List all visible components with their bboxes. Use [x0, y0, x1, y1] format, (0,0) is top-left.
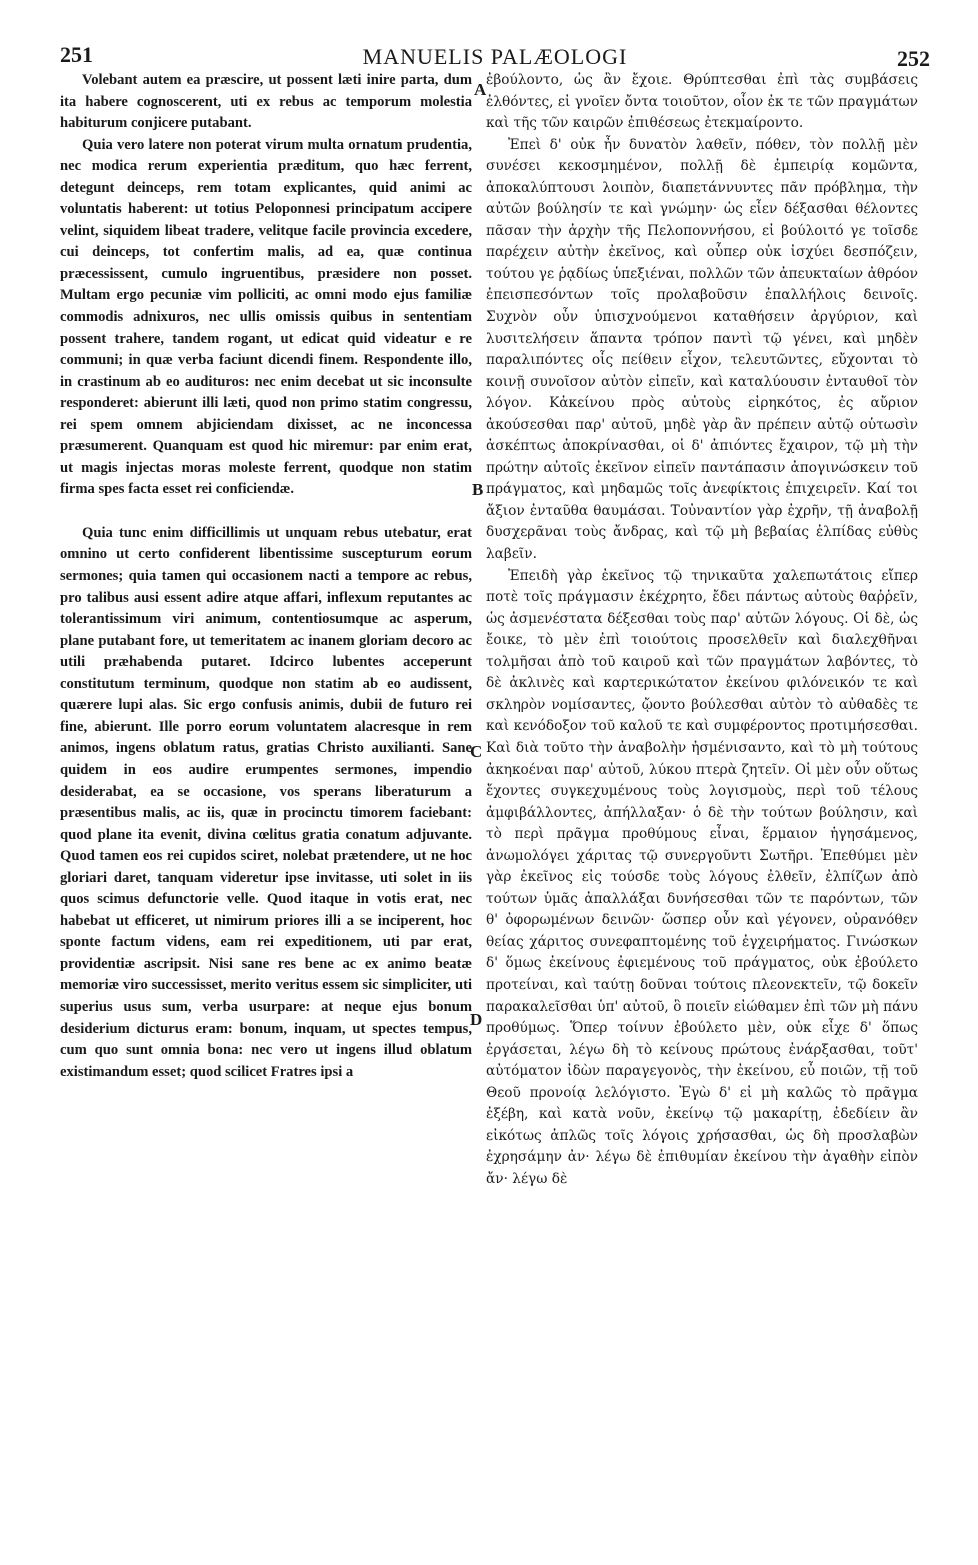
latin-column	[60, 70, 472, 1083]
latin-paragraph: Quia tunc enim difficillimis ut unquam rebus utebatur, erat omnino ut certo confiderent libentissime suscepturum eorum sermones; quia tamen qui occasionem nacti a tempore ac rebus, pro talibus ausi essent adire atque affari, inflexum reputantes ac tolerantissimum viri animum, contentiosumque ac asperum, plane putabant fore, ut temeritatem ac inanem gloriam decoro ac utili præhabenda putaret. Idcirco lubentes acceperunt constitutum terminum, quodque non statim ab eo audissent, quærere lupi alas. Sic ergo confusis animis, dubii de futuro rei fine, abierunt. Ille porro eorum voluntatem alacresque in rem animos, ingens oblatum ratus, gratias Christo auxilianti. Sane quidem in eos audire erumpentes sermones, impendio desiderabat, ea se occasione, vos sperans liberaturum a præsentibus malis, ac iis, quæ in procinctu timorem faciebant: quod plane ita evenit, divina cœlitus gratia conatum adjuvante. Quod tamen eos rei cupidos sciret, nolebat prætendere, ut ne hoc gloriari daret, tanquam videretur ipse invitasse, uti solet in iis quos scimus defunctorie velle. Quod itaque in votis erat, nec habebat ut efficeret, ut nimirum priores illi a se inciperent, hoc sponte factum videns, eam rei expeditionem, uti par erat, providentiæ ascripsit. Nisi sane res bene ac ex animo beatæ memoriæ viro successisset, merito veritus essem sic simpliciter, uti superius usus sum, verba usurpare: at neque ejus bonum desiderium dicturus eram: bonum, inquam, ut spectes tempus, cum quo sunt omnia bona: nec vero ut ingens illud oblatum existimandum esset; quod scilicet Fratres ipsi a	[60, 524, 472, 1080]
greek-paragraph: ἐβούλοντο, ὡς ἂν ἔχοιε. Θρύπτεσθαι ἐπὶ τὰς συμβάσεις ἐλθόντες, εἰ γνοῖεν ὄντα τοιοῦτον, οἷον ἐκ τε τῶν πραγμάτων καὶ τῆς τῶν καιρῶν ἐπιθέσεως ἐτεκμαίροντο.	[486, 72, 918, 132]
right-page-number: 252	[897, 46, 930, 71]
margin-letter-a: A	[474, 80, 487, 99]
latin-paragraph: Quia vero latere non poterat virum multa ornatum prudentia, nec modica rerum experientia præditum, quo hæc ferrent, detegunt deinceps, rem totam explicantes, quid animi ac voluntatis haberent: ut totius Peloponnesi principatum accipere velint, siquidem libeat tradere, velitque facile provincia excedere, cui deinceps, tot confertim malis, ad ea, quæ continua præcessissent, cumulo ingruentibus, præsidere non posset. Multam ergo pecuniæ vim polliciti, ac omni modo ejus familiæ commodis adnixuros, nec ullis omissis quibus in sententiam possent trahere, tandem rogant, ut edicat quid videatur e re communi; in quæ verba faciunt dicendi finem. Respondente illo, in crastinum ab eo audituros: nec enim decebat ut sic inconsulte responderet: abierunt illi læti, quod non primo statim congressu, rei spem omnem abjiciendam dixisset, ac ne inconcessa præsumerent. Quanquam est quod hic miremur: par enim erat, ut magis injectas moras moleste ferrent, quodque non statim firma spes facta esset rei conficiendæ.	[60, 136, 472, 498]
greek-paragraph: Ἐπειδὴ γὰρ ἐκεῖνος τῷ τηνικαῦτα χαλεπωτάτοις εἴπερ ποτὲ τοῖς πράγμασιν ἐκέχρητο, ἔδει πάντως αὐτοὺς θαῤῥεῖν, ὡς ἀσμενέστατα δέξεσθαι τοὺς παρ' αὐτῶν λόγους. Οἱ δὲ, ὡς ἔοικε, τὸ μὲν ἐπὶ τοιούτοις προσελθεῖν καὶ διαλεχθῆναι τολμῆσαι ἀπὸ τοῦ καιροῦ καὶ τῶν πραγμάτων λαβόντες, τὸ δὲ ἀκλινὲς καὶ καρτερικώτατον ἐκείνου φιλόνεικόν τε καὶ σκληρὸν νομίσαντες, ᾤοντο βούλεσθαι αὐτὸν τὸ αὐθαδὲς τε καὶ κενόδοξον τοῦ καλοῦ τε καὶ συμφέροντος προτιμήσεσθαι. Καὶ διὰ τοῦτο τὴν ἀναβολὴν ἠσμένισαντο, καὶ τὸ μὴ τούτους ἀκηκοέναι παρ' αὐτοῦ, λύκου πτερὰ ζητεῖν. Οἱ μὲν οὖν οὕτως ἔχοντες συγκεχυμένους τοὺς λογισμοὺς, περὶ τοῦ τέλους ἀμφιβάλλοντες, ἀπήλλαξαν· ὁ δὲ τὴν τούτων βούλησιν, καὶ τὸ περὶ πρᾶγμα προθύμους εἶναι, ἕρμαιον ἡγησάμενος, ἀνωμολόγει χάριτας τῷ συνεργοῦντι Σωτῆρι. Ἐπεθύμει μὲν γὰρ ἐκεῖνος εἰς τούσδε τοὺς λόγους ἐλθεῖν, ἐλπίζων ἀπὸ τούτων ὑμᾶς ἀπαλλάξαι δυνήσεσθαι τῶν τε παρόντων, τῶν θ' ὀφορωμένων δεινῶν· ὥσπερ οὖν καὶ γέγονεν, οὐρανόθεν θείας χάριτος συνεφαπτομένης τοῦ ἐγχειρήματος. Γινώσκων δ' ὅμως ἐκείνους ἐφιεμένους τοῦ πράγματος, οὐκ ἐβούλετο προτείναι, καὶ ταύτῃ δοῦναι τούτοις πλεονεκτεῖν, τῷ δοκεῖν παρακαλεῖσθαι ὑπ' αὐτοῦ, ὃ ποιεῖν εἰώθαμεν ἐπὶ τῶν μὴ πάνυ προθύμως. Ὅπερ τοίνυν ἐβούλετο μὲν, οὐκ εἶχε δ' ὅπως ἐργάσεται, λέγω δὴ τὸ κείνους πρώτους ἐνάρξασθαι, τοῦτ' αὐτόματον ἰδὼν παραγεγονὸς, τὴν ἐκείνου, εὖ ποιῶν, τῇ τοῦ Θεοῦ προνοίᾳ λελόγιστο. Ἐγὼ δ' εἰ μὴ καλῶς τὸ πρᾶγμα ἐξέβη, καὶ κατὰ νοῦν, ἐκείνῳ τῷ μακαρίτῃ, ἐδεδίειν ἂν εἰκότως ἁπλῶς τοῖς λόγοις χρήσασθαι, ὡς δὴ προσλαβὼν ἐχρησάμην ἀν· λέγω δὲ ἐπιθυμίαν ἐκείνου τὴν ἀγαθὴν εἰπὸν ἄν· λέγω δὲ	[486, 567, 918, 1187]
greek-paragraph: Ἐπεὶ δ' οὐκ ἦν δυνατὸν λαθεῖν, πόθεν, τὸν πολλῇ μὲν συνέσει κεκοσμημένον, πολλῇ δὲ ἐμπειρίᾳ κομῶντα, ἀποκαλύπτουσι λοιπὸν, διαπετάννυντες πᾶν πρόβλημα, τὴν αὐτῶν βούλησίν τε καὶ γνώμην· ὡς εἶεν δέξασθαι θέλοντες πᾶσαν τὴν ἀρχὴν τῆς Πελοποννήσου, εἰ βούλοιτό γε τοῖσδε παρέχειν αὐτὴν ἐκεῖνος, καὶ οὗπερ οὐκ ἰσχύει δεσπόζειν, τούτου γε ῥᾳδίως ὑπεξιέναι, πολλῶν τῶν ἀπευκταίων ἀθρόον ἐπεισπεσόντων τοῖς προλαβοῦσιν ἐπαλλήλοις δεινοῖς. Συχνὸν οὖν ὑπισχνούμενοι καταθήσειν ἀργύριον, καὶ λυσιτελήσειν ἅπαντα τρόπον παντὶ τῷ γένει, καὶ μηδὲν παραλιπόντες οἷς πείθειν εἶχον, τελευτῶντες, εὔχονται τὸ κοινῇ συνοῖσον αὐτὸν εἰπεῖν, καὶ καταλύουσιν ἐνταυθοῖ τὸν λόγον. Κἀκείνου πρὸς αὐτοὺς εἰρηκότος, ἐς αὔριον ἀκούσεσθαι παρ' αὐτοῦ, μηδὲ γὰρ ἂν πρέπειν αὐτῷ οὑτωσὶν ἀσκέπτως ἀποκρίνασθαι, οἱ δ' ἀπιόντες ἔχαιρον, τῷ μὴ τὴν πρώτην αὐτοῖς ἐκεῖνον εἰπεῖν παντάπασιν ἀπογινώσκειν τοῦ πράγματος, καὶ μηδαμῶς τοῖς ἀνεφίκτοις ἐπιχειρεῖν. Καί τοι ἄξιον ἐνταῦθα θαυμάσαι. Τοὐναντίον γὰρ ἐχρῆν, τῇ ἀναβολῇ δυσχερᾶναι τοὺς ἄνδρας, καὶ τῷ μὴ βεβαίας ἐλπίδας εὐθὺς λαβεῖν.	[486, 136, 918, 563]
page-header	[60, 42, 930, 72]
latin-paragraph: Volebant autem ea præscire, ut possent læti inire parta, dum ita habere cognoscerent, uti ex rebus ac temporum molestia habiturum conjicere putabant.	[60, 72, 472, 132]
margin-letter-d: D	[470, 1010, 483, 1029]
greek-column	[486, 70, 918, 1190]
running-title: MANUELIS PALÆOLOGI	[362, 44, 628, 69]
left-page-number: 251	[60, 42, 93, 67]
paragraph-gap	[60, 501, 472, 523]
margin-letter-c: C	[470, 742, 483, 761]
margin-letter-b: B	[472, 480, 484, 499]
